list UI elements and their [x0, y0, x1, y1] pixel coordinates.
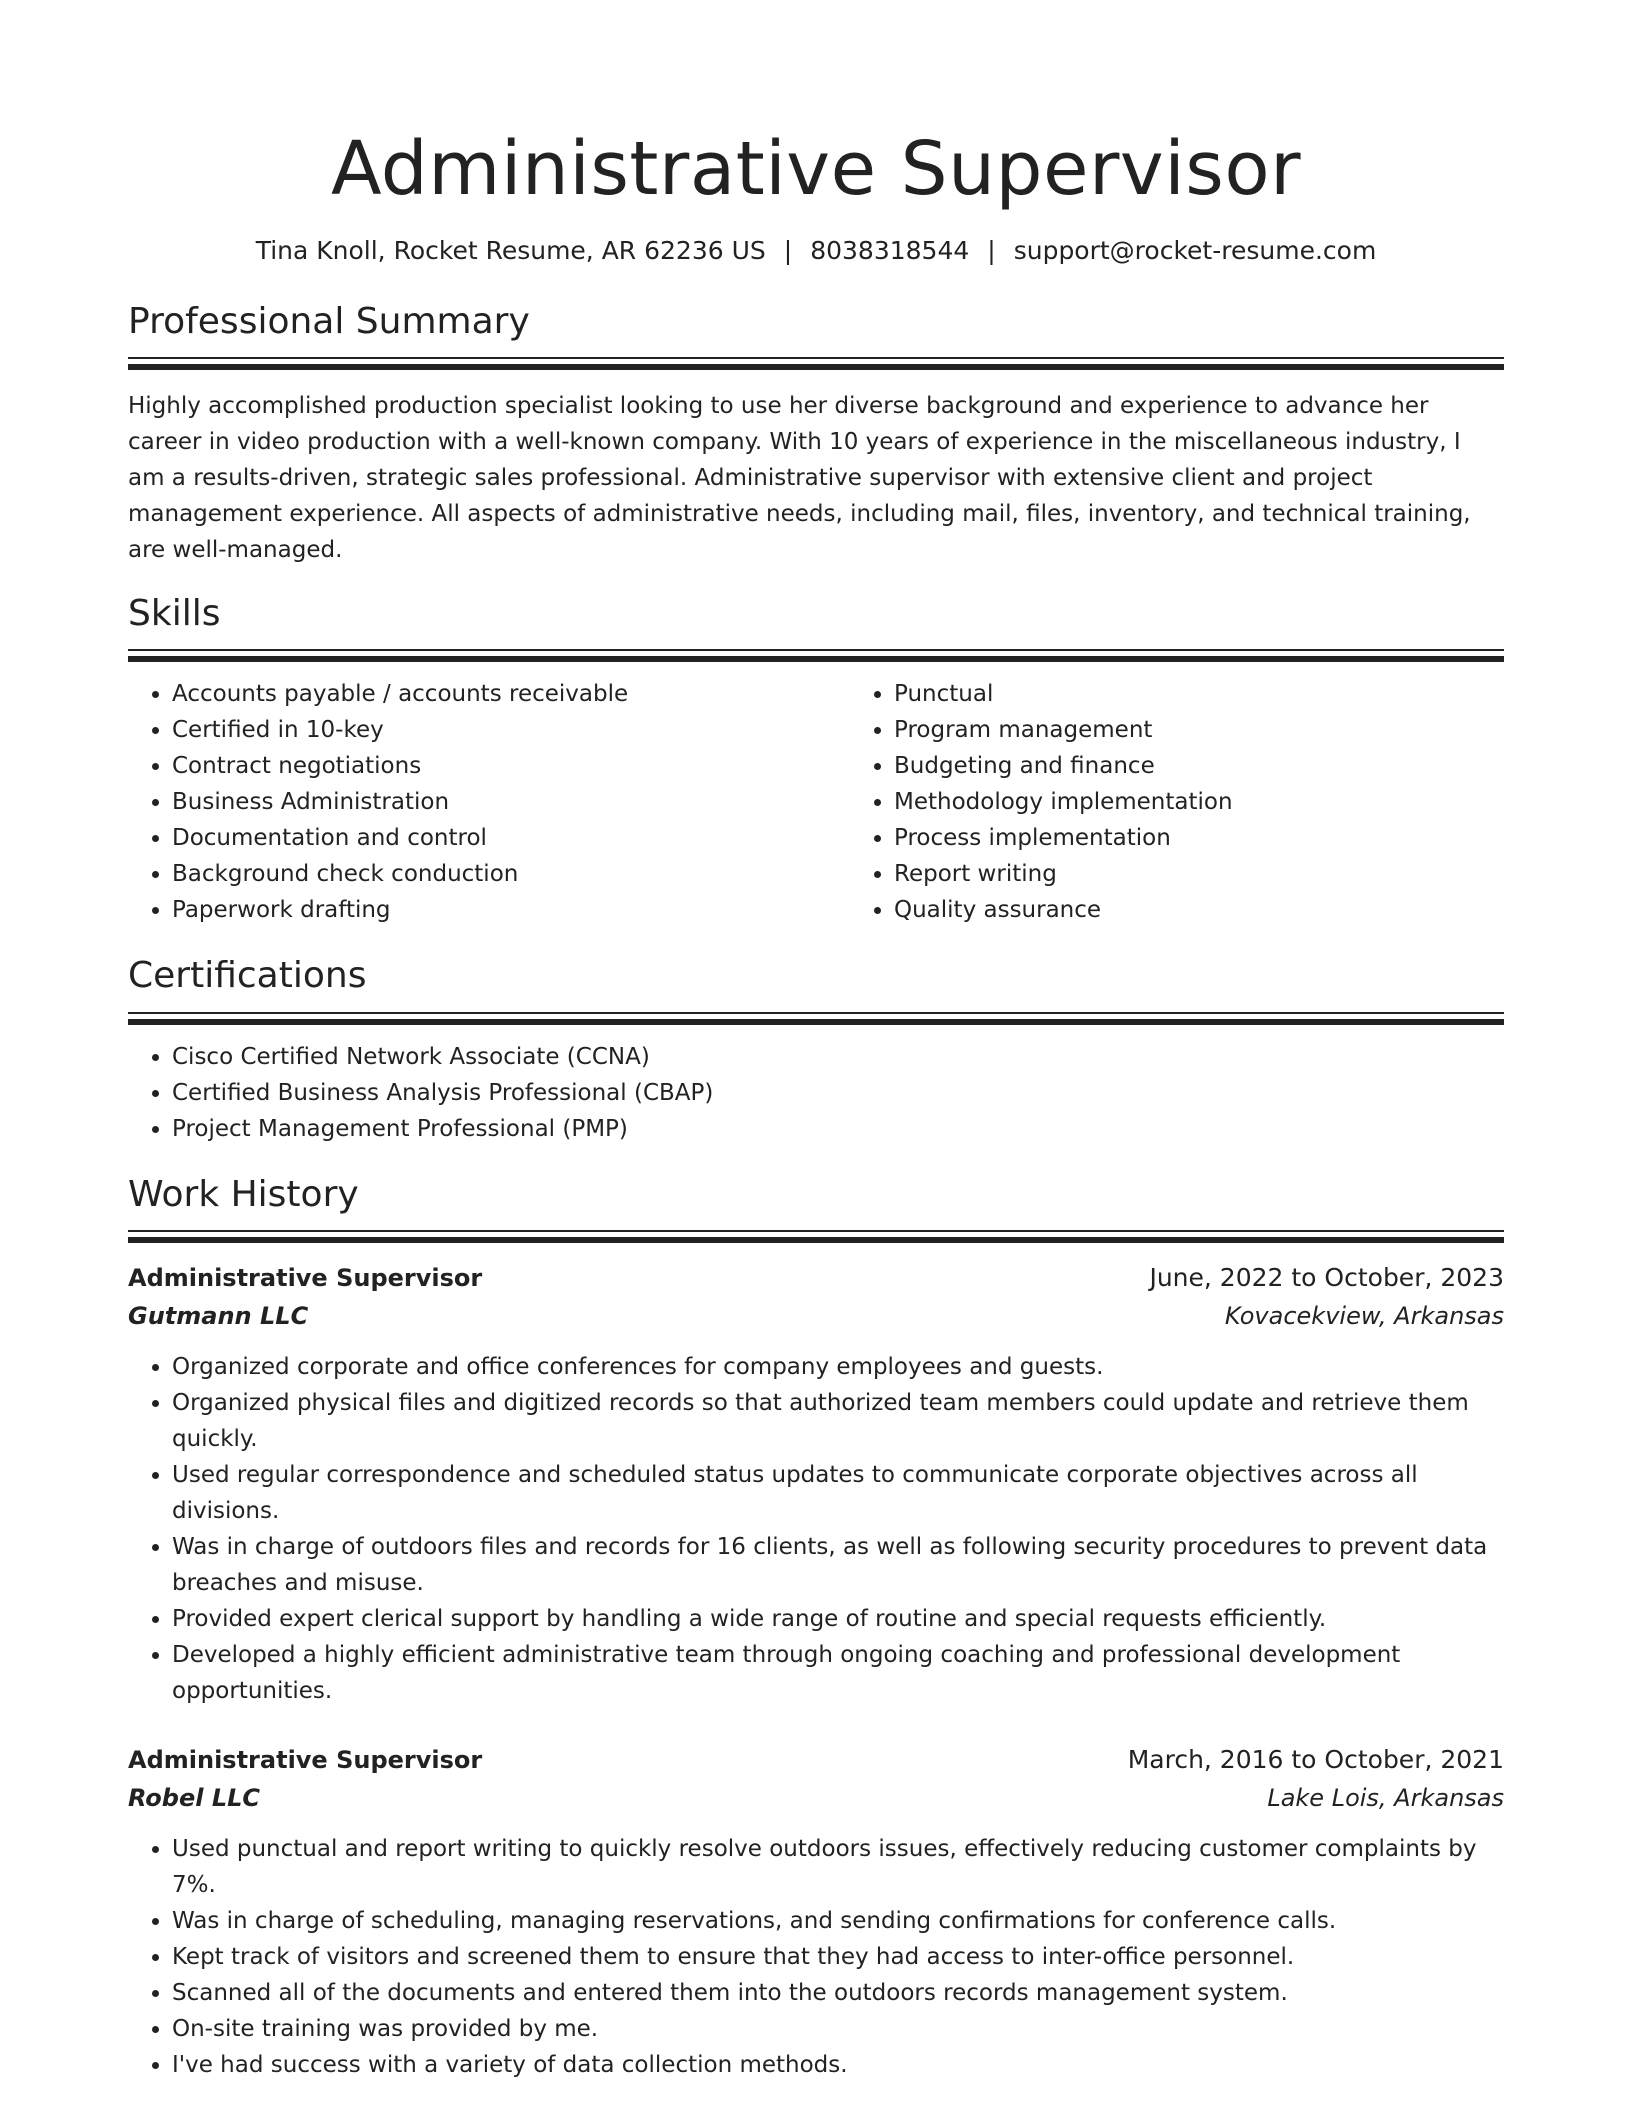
contact-address: Tina Knoll, Rocket Resume, AR 62236 US [255, 236, 766, 265]
contact-email: support@rocket-resume.com [1013, 236, 1377, 265]
summary-section [128, 300, 1504, 568]
job-title: Administrative Supervisor [128, 1745, 483, 1774]
job-bullet: • Scanned all of the documents and entered them into the outdoors records management system. [172, 1975, 1504, 2011]
job-entry [128, 1741, 1504, 2083]
skill-item: • Report writing [894, 856, 1572, 892]
skill-item: • Process implementation [894, 820, 1572, 856]
skill-item: • Quality assurance [894, 892, 1572, 928]
job-location: Lake Lois, Arkansas [1267, 1783, 1504, 1812]
job-title: Administrative Supervisor [128, 1263, 483, 1292]
skill-item: • Certified in 10-key [172, 712, 850, 748]
skill-item: • Background check conduction [172, 856, 850, 892]
job-dates: March, 2016 to October, 2021 [1127, 1744, 1504, 1774]
skill-item: • Paperwork drafting [172, 892, 850, 928]
skill-item: • Business Administration [172, 784, 850, 820]
section-divider [128, 649, 1504, 664]
skill-item: • Punctual [894, 676, 1572, 712]
job-bullets [128, 1831, 1504, 2083]
resume-page [128, 0, 1504, 2083]
section-title-certifications: Certifications [128, 955, 367, 997]
job-header [128, 1741, 1504, 1779]
job-bullet: • Was in charge of outdoors files and records for 16 clients, as well as following security procedures to prevent data breaches and misuse. [172, 1529, 1504, 1601]
resume-title: Administrative Supervisor [330, 126, 1302, 212]
certification-item: • Project Management Professional (PMP) [172, 1111, 1504, 1147]
skill-item: • Program management [894, 712, 1572, 748]
section-title-work-history: Work History [128, 1173, 359, 1215]
job-bullet: • Kept track of visitors and screened them to ensure that they had access to inter-office personnel. [172, 1939, 1504, 1975]
contact-phone: 8038318544 [810, 236, 970, 265]
job-dates: June, 2022 to October, 2023 [1149, 1262, 1504, 1292]
job-company: Gutmann LLC [128, 1301, 309, 1330]
skills-grid [128, 676, 1504, 928]
contact-line [128, 236, 1504, 266]
section-divider [128, 1012, 1504, 1027]
certification-item: • Cisco Certified Network Associate (CCNA) [172, 1039, 1504, 1075]
job-bullets [128, 1349, 1504, 1709]
job-subheader [128, 1779, 1504, 1817]
section-title-skills: Skills [128, 593, 221, 635]
job-company: Robel LLC [128, 1783, 261, 1812]
skill-item: • Budgeting and finance [894, 748, 1572, 784]
job-subheader [128, 1297, 1504, 1335]
job-bullet: • I've had success with a variety of data collection methods. [172, 2047, 1504, 2083]
job-entry [128, 1259, 1504, 1709]
section-divider [128, 1230, 1504, 1245]
job-header [128, 1259, 1504, 1297]
job-bullet: • Used regular correspondence and scheduled status updates to communicate corporate objectives across all divisions. [172, 1457, 1504, 1529]
skills-list-left [128, 676, 850, 928]
skills-list-right [850, 676, 1572, 928]
job-bullet: • Developed a highly efficient administrative team through ongoing coaching and professional development opportunities. [172, 1637, 1504, 1709]
skills-section [128, 592, 1504, 928]
certification-item: • Certified Business Analysis Professional (CBAP) [172, 1075, 1504, 1111]
job-bullet: • Was in charge of scheduling, managing reservations, and sending confirmations for conference calls. [172, 1903, 1504, 1939]
section-divider [128, 357, 1504, 372]
contact-separator: | [987, 236, 996, 265]
certifications-section [128, 954, 1504, 1146]
job-bullet: • On-site training was provided by me. [172, 2011, 1504, 2047]
certifications-list [128, 1039, 1504, 1147]
skill-item: • Methodology implementation [894, 784, 1572, 820]
skill-item: • Accounts payable / accounts receivable [172, 676, 850, 712]
job-bullet: • Used punctual and report writing to quickly resolve outdoors issues, effectively reducing customer complaints by 7%. [172, 1831, 1504, 1903]
contact-separator: | [783, 236, 793, 265]
work-history-section [128, 1173, 1504, 2083]
skill-item: • Documentation and control [172, 820, 850, 856]
job-bullet: • Organized corporate and office conferences for company employees and guests. [172, 1349, 1504, 1385]
skill-item: • Contract negotiations [172, 748, 850, 784]
job-location: Kovacekview, Arkansas [1224, 1301, 1504, 1330]
section-title-summary: Professional Summary [128, 301, 530, 342]
job-bullet: • Provided expert clerical support by handling a wide range of routine and special requests efficiently. [172, 1601, 1504, 1637]
job-bullet: • Organized physical files and digitized records so that authorized team members could update and retrieve them quickly. [172, 1385, 1504, 1457]
summary-text: Highly accomplished production specialist looking to use her diverse background and experience to advance her career in video production with a well-known company. With 10 years of experience in the miscellaneous industry, I am a results-driven, strategic sales professional. Administrative supervisor with extensive client and project management experience. All aspects of administrative needs, including mail, files, inventory, and technical training, are well-managed. [128, 393, 1471, 564]
